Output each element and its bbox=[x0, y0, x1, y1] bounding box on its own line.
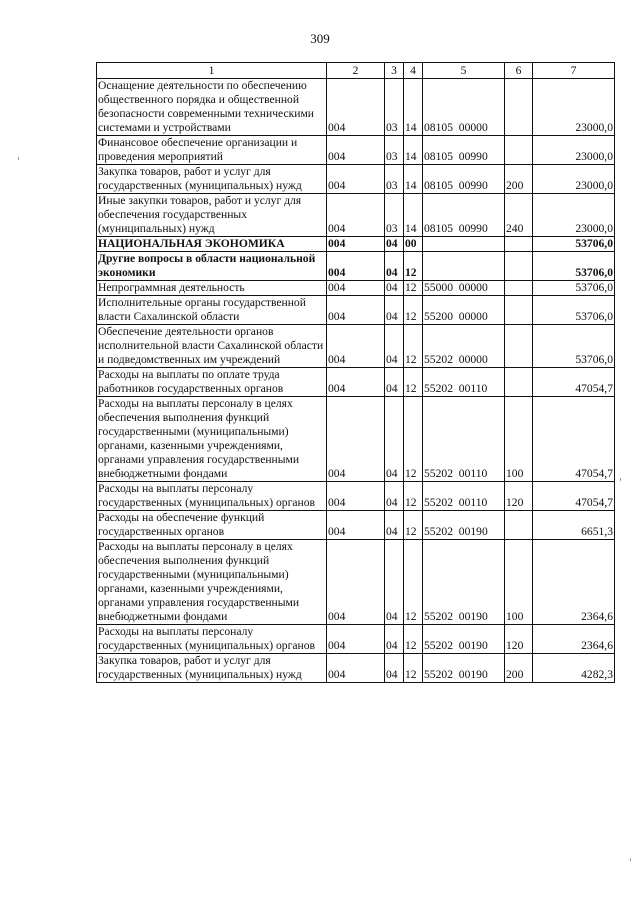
subsection-code-cell: 12 bbox=[404, 281, 423, 296]
section-code-cell: 04 bbox=[385, 296, 404, 325]
table-row bbox=[97, 482, 615, 511]
expense-type-code-cell bbox=[505, 79, 533, 136]
table-row bbox=[97, 281, 615, 296]
subsection-code-cell: 14 bbox=[404, 165, 423, 194]
item-name-cell: Обеспечение деятельности органов исполнительной власти Сахалинской области и подведомственных им учреждений bbox=[97, 325, 327, 368]
target-article-code-cell: 55202 00190 bbox=[423, 654, 505, 683]
target-article-code-cell: 55202 00190 bbox=[423, 540, 505, 625]
scan-speck bbox=[620, 478, 621, 481]
expense-type-code-cell bbox=[505, 281, 533, 296]
subsection-code-cell: 14 bbox=[404, 79, 423, 136]
ministry-code-cell: 004 bbox=[327, 540, 385, 625]
ministry-code-cell: 004 bbox=[327, 252, 385, 281]
amount-cell: 23000,0 bbox=[533, 79, 615, 136]
ministry-code-cell: 004 bbox=[327, 625, 385, 654]
ministry-code-cell: 004 bbox=[327, 79, 385, 136]
subsection-code-cell: 12 bbox=[404, 654, 423, 683]
ministry-code-cell: 004 bbox=[327, 296, 385, 325]
section-code-cell: 04 bbox=[385, 654, 404, 683]
table-row bbox=[97, 237, 615, 252]
table-row bbox=[97, 625, 615, 654]
section-code-cell: 04 bbox=[385, 397, 404, 482]
item-name-cell: Исполнительные органы государственной власти Сахалинской области bbox=[97, 296, 327, 325]
section-code-cell: 04 bbox=[385, 237, 404, 252]
target-article-code-cell: 55000 00000 bbox=[423, 281, 505, 296]
amount-cell: 47054,7 bbox=[533, 397, 615, 482]
ministry-code-cell: 004 bbox=[327, 237, 385, 252]
table-row bbox=[97, 368, 615, 397]
section-code-cell: 04 bbox=[385, 540, 404, 625]
ministry-code-cell: 004 bbox=[327, 281, 385, 296]
target-article-code-cell: 55202 00190 bbox=[423, 625, 505, 654]
amount-cell: 4282,3 bbox=[533, 654, 615, 683]
amount-cell: 23000,0 bbox=[533, 194, 615, 237]
expense-type-code-cell bbox=[505, 136, 533, 165]
column-header: 4 bbox=[404, 63, 423, 79]
amount-cell: 23000,0 bbox=[533, 165, 615, 194]
page-number: 309 bbox=[310, 31, 330, 46]
item-name-cell: Расходы на выплаты по оплате труда работников государственных органов bbox=[97, 368, 327, 397]
expense-type-code-cell bbox=[505, 237, 533, 252]
amount-cell: 23000,0 bbox=[533, 136, 615, 165]
subsection-code-cell: 12 bbox=[404, 252, 423, 281]
amount-cell: 2364,6 bbox=[533, 540, 615, 625]
item-name-cell: Расходы на выплаты персоналу государственных (муниципальных) органов bbox=[97, 482, 327, 511]
item-name-cell: Закупка товаров, работ и услуг для государственных (муниципальных) нужд bbox=[97, 165, 327, 194]
section-code-cell: 04 bbox=[385, 325, 404, 368]
subsection-code-cell: 12 bbox=[404, 625, 423, 654]
target-article-code-cell bbox=[423, 252, 505, 281]
subsection-code-cell: 14 bbox=[404, 136, 423, 165]
subsection-code-cell: 12 bbox=[404, 368, 423, 397]
ministry-code-cell: 004 bbox=[327, 325, 385, 368]
expense-type-code-cell bbox=[505, 511, 533, 540]
subsection-code-cell: 14 bbox=[404, 194, 423, 237]
item-name-cell: Финансовое обеспечение организации и проведения мероприятий bbox=[97, 136, 327, 165]
scan-speck bbox=[18, 157, 19, 160]
table-row bbox=[97, 194, 615, 237]
item-name-cell: Закупка товаров, работ и услуг для государственных (муниципальных) нужд bbox=[97, 654, 327, 683]
subsection-code-cell: 12 bbox=[404, 296, 423, 325]
target-article-code-cell: 55200 00000 bbox=[423, 296, 505, 325]
target-article-code-cell: 55202 00000 bbox=[423, 325, 505, 368]
table-row bbox=[97, 79, 615, 136]
amount-cell: 53706,0 bbox=[533, 237, 615, 252]
item-name-cell: НАЦИОНАЛЬНАЯ ЭКОНОМИКА bbox=[97, 237, 327, 252]
item-name-cell: Иные закупки товаров, работ и услуг для обеспечения государственных (муниципальных) нужд bbox=[97, 194, 327, 237]
section-code-cell: 03 bbox=[385, 136, 404, 165]
table-row bbox=[97, 296, 615, 325]
item-name-cell: Расходы на выплаты персоналу государственных (муниципальных) органов bbox=[97, 625, 327, 654]
amount-cell: 47054,7 bbox=[533, 368, 615, 397]
budget-table bbox=[96, 62, 615, 683]
table-row bbox=[97, 397, 615, 482]
section-code-cell: 03 bbox=[385, 194, 404, 237]
subsection-code-cell: 00 bbox=[404, 237, 423, 252]
item-name-cell: Расходы на выплаты персоналу в целях обеспечения выполнения функций государственными (муниципальными) органами, казенными учреждениями, органами управления государственными внебюджетными фондами bbox=[97, 540, 327, 625]
column-header: 6 bbox=[505, 63, 533, 79]
expense-type-code-cell: 120 bbox=[505, 482, 533, 511]
section-code-cell: 04 bbox=[385, 482, 404, 511]
scan-speck bbox=[630, 858, 631, 861]
table-row bbox=[97, 325, 615, 368]
target-article-code-cell: 08105 00990 bbox=[423, 194, 505, 237]
expense-type-code-cell: 240 bbox=[505, 194, 533, 237]
target-article-code-cell: 08105 00000 bbox=[423, 79, 505, 136]
ministry-code-cell: 004 bbox=[327, 194, 385, 237]
table-row bbox=[97, 511, 615, 540]
subsection-code-cell: 12 bbox=[404, 325, 423, 368]
amount-cell: 53706,0 bbox=[533, 252, 615, 281]
column-header: 5 bbox=[423, 63, 505, 79]
table-row bbox=[97, 165, 615, 194]
expense-type-code-cell bbox=[505, 325, 533, 368]
expense-type-code-cell bbox=[505, 252, 533, 281]
amount-cell: 53706,0 bbox=[533, 325, 615, 368]
target-article-code-cell bbox=[423, 237, 505, 252]
ministry-code-cell: 004 bbox=[327, 165, 385, 194]
section-code-cell: 03 bbox=[385, 165, 404, 194]
expense-type-code-cell: 200 bbox=[505, 654, 533, 683]
section-code-cell: 04 bbox=[385, 252, 404, 281]
column-header: 1 bbox=[97, 63, 327, 79]
expense-type-code-cell: 100 bbox=[505, 397, 533, 482]
amount-cell: 53706,0 bbox=[533, 281, 615, 296]
amount-cell: 6651,3 bbox=[533, 511, 615, 540]
target-article-code-cell: 08105 00990 bbox=[423, 165, 505, 194]
expense-type-code-cell bbox=[505, 296, 533, 325]
section-code-cell: 04 bbox=[385, 511, 404, 540]
table-row bbox=[97, 252, 615, 281]
table-row bbox=[97, 540, 615, 625]
ministry-code-cell: 004 bbox=[327, 397, 385, 482]
section-code-cell: 04 bbox=[385, 368, 404, 397]
section-code-cell: 04 bbox=[385, 625, 404, 654]
table-row bbox=[97, 654, 615, 683]
target-article-code-cell: 08105 00990 bbox=[423, 136, 505, 165]
ministry-code-cell: 004 bbox=[327, 511, 385, 540]
ministry-code-cell: 004 bbox=[327, 136, 385, 165]
item-name-cell: Непрограммная деятельность bbox=[97, 281, 327, 296]
subsection-code-cell: 12 bbox=[404, 482, 423, 511]
ministry-code-cell: 004 bbox=[327, 482, 385, 511]
item-name-cell: Расходы на обеспечение функций государственных органов bbox=[97, 511, 327, 540]
item-name-cell: Оснащение деятельности по обеспечению общественного порядка и общественной безопасности современными техническими системами и устройствами bbox=[97, 79, 327, 136]
amount-cell: 53706,0 bbox=[533, 296, 615, 325]
table-row bbox=[97, 136, 615, 165]
ministry-code-cell: 004 bbox=[327, 654, 385, 683]
expense-type-code-cell bbox=[505, 368, 533, 397]
expense-type-code-cell: 100 bbox=[505, 540, 533, 625]
target-article-code-cell: 55202 00110 bbox=[423, 397, 505, 482]
column-header: 7 bbox=[533, 63, 615, 79]
expense-type-code-cell: 120 bbox=[505, 625, 533, 654]
table-header-row bbox=[97, 63, 615, 79]
subsection-code-cell: 12 bbox=[404, 397, 423, 482]
target-article-code-cell: 55202 00190 bbox=[423, 511, 505, 540]
item-name-cell: Другие вопросы в области национальной экономики bbox=[97, 252, 327, 281]
ministry-code-cell: 004 bbox=[327, 368, 385, 397]
target-article-code-cell: 55202 00110 bbox=[423, 482, 505, 511]
item-name-cell: Расходы на выплаты персоналу в целях обеспечения выполнения функций государственными (муниципальными) органами, казенными учреждениями, органами управления государственными внебюджетными фондами bbox=[97, 397, 327, 482]
section-code-cell: 03 bbox=[385, 79, 404, 136]
section-code-cell: 04 bbox=[385, 281, 404, 296]
subsection-code-cell: 12 bbox=[404, 540, 423, 625]
subsection-code-cell: 12 bbox=[404, 511, 423, 540]
table-body bbox=[97, 79, 615, 683]
column-header: 3 bbox=[385, 63, 404, 79]
column-header: 2 bbox=[327, 63, 385, 79]
target-article-code-cell: 55202 00110 bbox=[423, 368, 505, 397]
amount-cell: 2364,6 bbox=[533, 625, 615, 654]
expense-type-code-cell: 200 bbox=[505, 165, 533, 194]
amount-cell: 47054,7 bbox=[533, 482, 615, 511]
